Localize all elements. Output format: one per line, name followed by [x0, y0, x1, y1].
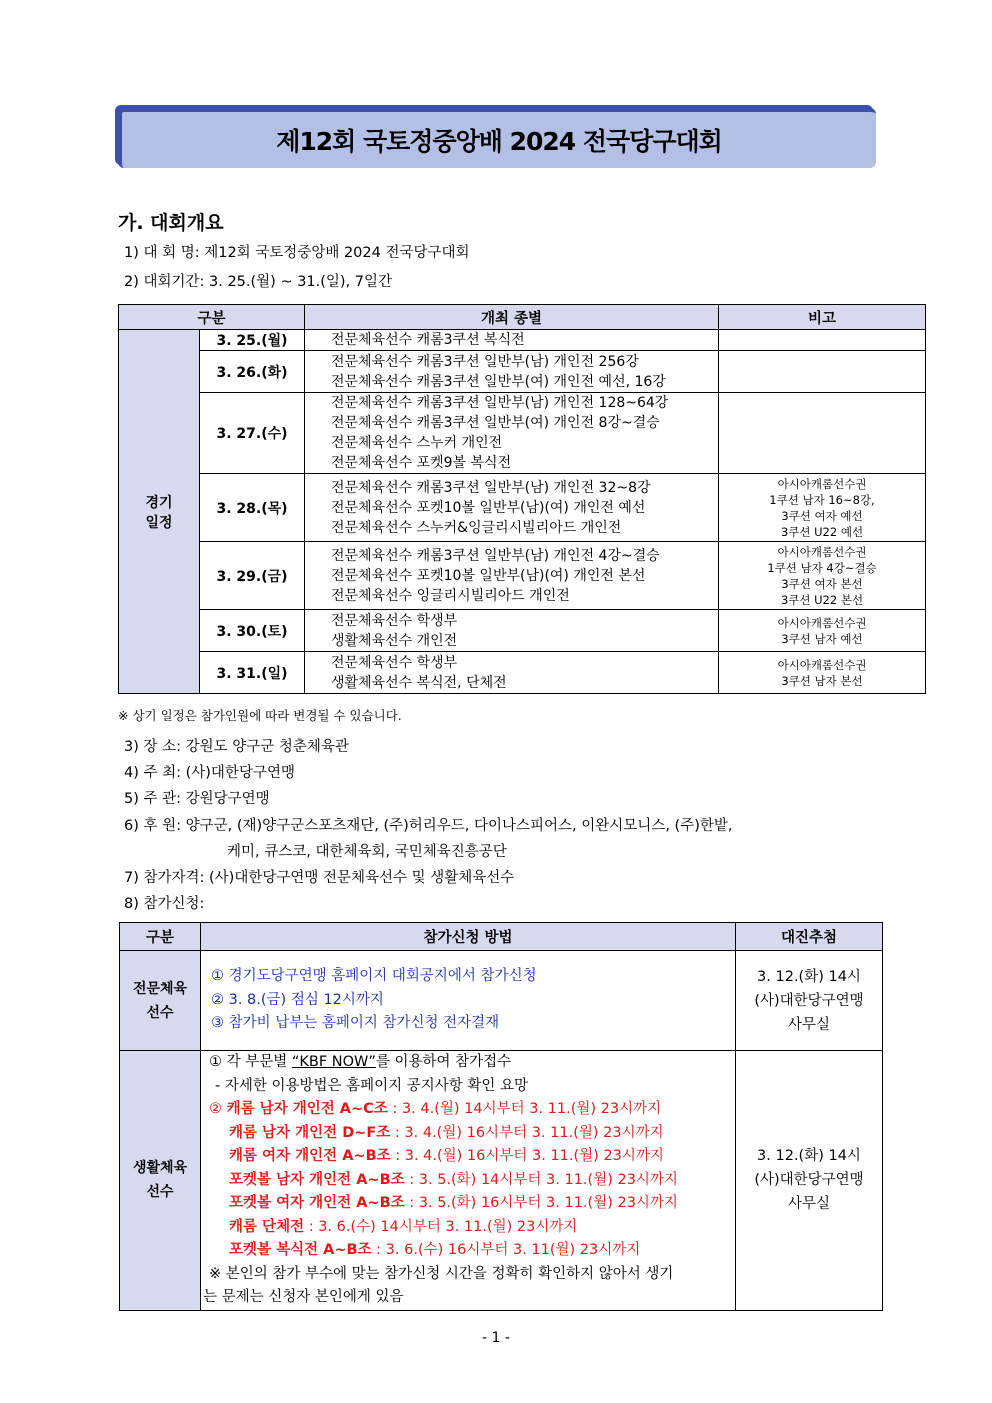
schedule-group-label	[119, 330, 200, 694]
schedule-remark	[719, 610, 926, 652]
item-time: : 3. 5.(화) 14시부터 3. 11.(월) 23시까지	[404, 1171, 678, 1188]
draw-line: (사)대한당구연맹	[754, 992, 864, 1009]
schedule-row	[119, 393, 926, 474]
schedule-item	[209, 1145, 735, 1169]
remark-line: 아시아캐롬선수권	[777, 544, 867, 559]
kbf-now-link[interactable]: “KBF NOW”	[291, 1054, 376, 1070]
reg-header-method: 참가신청 방법	[201, 923, 736, 951]
reg-amateur-method	[201, 1051, 736, 1311]
schedule-events	[305, 474, 719, 542]
event-line: 전문체육선수 학생부	[331, 612, 458, 629]
group-label-line: 경기	[145, 494, 173, 511]
remark-line: 아시아캐롬선수권	[777, 476, 867, 491]
draw-line: 사무실	[787, 1016, 831, 1033]
schedule-row	[119, 542, 926, 610]
schedule-events	[305, 652, 719, 694]
event-line: 전문체육선수 잉글리시빌리아드 개인전	[331, 587, 570, 604]
remark-line: 1쿠션 남자 4강~결승	[767, 560, 877, 575]
schedule-header-remark: 비고	[719, 305, 926, 330]
reg-amateur-label	[120, 1051, 201, 1311]
event-line: 전문체육선수 캐롬3쿠션 일반부(남) 개인전 128~64강	[331, 395, 669, 411]
detail-eligibility: 7) 참가자격: (사)대한당구연맹 전문체육선수 및 생활체육선수	[124, 870, 515, 886]
event-line: 전문체육선수 캐롬3쿠션 일반부(남) 개인전 4강~결승	[331, 547, 660, 564]
schedule-date: 3. 29.(금)	[200, 542, 305, 610]
schedule-row	[119, 652, 926, 694]
page-title: 제12회 국토정중앙배 2024 전국당구대회	[276, 127, 722, 156]
schedule-item	[209, 1192, 735, 1216]
schedule-date: 3. 25.(월)	[200, 330, 305, 351]
schedule-remark	[719, 351, 926, 393]
reg-pro-method	[201, 951, 736, 1051]
remark-line: 3쿠션 여자 본선	[781, 576, 863, 591]
remark-line: 3쿠션 남자 본선	[781, 673, 863, 688]
schedule-item	[209, 1169, 735, 1193]
amateur-note-2: 는 문제는 신청자 본인에게 있음	[203, 1289, 404, 1305]
schedule-table	[118, 304, 926, 694]
detail-venue: 3) 장 소: 강원도 양구군 청춘체육관	[124, 739, 349, 755]
remark-line: 3쿠션 U22 예선	[780, 524, 864, 539]
pro-method-line: ② 3. 8.(금) 점심 12시까지	[211, 991, 384, 1008]
remark-line: 3쿠션 여자 예선	[781, 508, 863, 523]
remark-line: 1쿠션 남자 16~8강,	[769, 492, 875, 507]
amateur-schedule-list	[209, 1098, 735, 1263]
event-line: 전문체육선수 캐롬3쿠션 일반부(남) 개인전 256강	[331, 353, 639, 370]
schedule-item	[209, 1216, 735, 1240]
section-heading: 가. 대회개요	[118, 212, 224, 234]
item-time: : 3. 4.(월) 14시부터 3. 11.(월) 23시까지	[387, 1101, 662, 1117]
detail-organizer: 5) 주 관: 강원당구연맹	[124, 791, 270, 807]
draw-line: (사)대한당구연맹	[754, 1172, 864, 1189]
item-number: ②	[209, 1101, 227, 1117]
draw-line: 3. 12.(화) 14시	[757, 968, 861, 985]
reg-pro-draw	[736, 951, 883, 1051]
schedule-date: 3. 31.(일)	[200, 652, 305, 694]
event-line: 전문체육선수 캐롬3쿠션 일반부(여) 개인전 8강~결승	[331, 415, 660, 431]
detail-sponsor: 6) 후 원: 양구군, (재)양구군스포츠재단, (주)허리우드, 다이나스피어스, 이완시모니스, (주)한밭,	[124, 818, 733, 834]
event-line: 전문체육선수 포켓9볼 복식전	[331, 455, 512, 471]
event-line: 전문체육선수 캐롬3쿠션 복식전	[331, 332, 525, 348]
schedule-remark	[719, 542, 926, 610]
item-name: 포켓볼 여자 개인전 A~B조	[229, 1195, 405, 1211]
item-time: : 3. 4.(월) 16시부터 3. 11.(월) 23시까지	[390, 1124, 664, 1141]
registration-header-row	[120, 923, 883, 951]
schedule-header-row	[119, 305, 926, 330]
event-line: 전문체육선수 캐롬3쿠션 일반부(남) 개인전 32~8강	[331, 479, 651, 496]
schedule-events	[305, 351, 719, 393]
reg-pro-label	[120, 951, 201, 1051]
draw-line: 사무실	[787, 1196, 831, 1213]
schedule-remark	[719, 652, 926, 694]
schedule-item	[209, 1239, 735, 1263]
remark-line: 아시아캐롬선수권	[777, 657, 867, 672]
label-line: 생활체육	[132, 1160, 188, 1177]
event-line: 전문체육선수 스누커 개인전	[331, 435, 503, 451]
event-line: 생활체육선수 개인전	[331, 632, 458, 649]
remark-line: 3쿠션 남자 예선	[781, 631, 863, 646]
amateur-line-2: - 자세한 이용방법은 홈페이지 공지사항 확인 요망	[215, 1077, 529, 1094]
reg-amateur-draw	[736, 1051, 883, 1311]
title-banner	[118, 108, 876, 168]
schedule-events	[305, 610, 719, 652]
item-time: : 3. 5.(화) 16시부터 3. 11.(월) 23시까지	[404, 1195, 678, 1211]
overview-name: 1) 대 회 명: 제12회 국토정중앙배 2024 전국당구대회	[124, 245, 470, 261]
reg-header-draw: 대진추첨	[736, 923, 883, 951]
reg-row-amateur	[120, 1051, 883, 1311]
detail-registration: 8) 참가신청:	[124, 896, 205, 912]
schedule-row	[119, 474, 926, 542]
schedule-remark	[719, 393, 926, 474]
schedule-date: 3. 27.(수)	[200, 393, 305, 474]
page-number: - 1 -	[482, 1330, 510, 1346]
amateur-line-1: ① 각 부문별 “KBF NOW”를 이용하여 참가접수	[209, 1054, 512, 1070]
label-line: 전문체육	[132, 980, 188, 997]
schedule-item	[209, 1098, 735, 1122]
event-line: 전문체육선수 캐롬3쿠션 일반부(여) 개인전 예선, 16강	[331, 373, 666, 390]
schedule-remark	[719, 474, 926, 542]
label-line: 선수	[146, 1184, 174, 1201]
reg-header-category: 구분	[120, 923, 201, 951]
item-time: : 3. 6.(수) 14시부터 3. 11.(월) 23시까지	[304, 1218, 578, 1235]
detail-host: 4) 주 최: (사)대한당구연맹	[124, 765, 295, 781]
item-name: 캐롬 여자 개인전 A~B조	[229, 1148, 391, 1164]
item-name: 캐롬 남자 개인전 A~C조	[226, 1101, 388, 1117]
pro-method-line: ③ 참가비 납부는 홈페이지 참가신청 전자결재	[211, 1015, 500, 1032]
schedule-date: 3. 26.(화)	[200, 351, 305, 393]
detail-sponsor-cont: 케미, 큐스코, 대한체육회, 국민체육진흥공단	[227, 844, 507, 860]
overview-period: 2) 대회기간: 3. 25.(월) ~ 31.(일), 7일간	[124, 274, 393, 290]
schedule-row	[119, 351, 926, 393]
schedule-date: 3. 30.(토)	[200, 610, 305, 652]
item-name: 캐롬 단체전	[229, 1218, 305, 1235]
schedule-body	[119, 330, 926, 694]
amateur-note-1: ※ 본인의 참가 부수에 맞는 참가신청 시간을 정확히 확인하지 않아서 생기	[209, 1265, 674, 1282]
schedule-remark	[719, 330, 926, 351]
item-time: : 3. 4.(월) 16시부터 3. 11.(월) 23시까지	[390, 1148, 664, 1164]
item-name: 포켓볼 복식전 A~B조	[229, 1242, 372, 1258]
registration-table	[119, 922, 883, 1311]
schedule-events	[305, 393, 719, 474]
remark-line: 아시아캐롬선수권	[777, 615, 867, 630]
schedule-row	[119, 330, 926, 351]
event-line: 전문체육선수 포켓10볼 일반부(남)(여) 개인전 예선	[331, 499, 646, 516]
draw-line: 3. 12.(화) 14시	[757, 1148, 861, 1165]
event-line: 전문체육선수 학생부	[331, 654, 458, 671]
schedule-date: 3. 28.(목)	[200, 474, 305, 542]
item-name: 포켓볼 남자 개인전 A~B조	[229, 1171, 405, 1188]
schedule-header-events: 개최 종별	[305, 305, 719, 330]
schedule-events	[305, 542, 719, 610]
schedule-note: ※ 상기 일정은 참가인원에 따라 변경될 수 있습니다.	[118, 708, 402, 723]
label-line: 선수	[146, 1004, 174, 1021]
item-name: 캐롬 남자 개인전 D~F조	[229, 1124, 391, 1141]
event-line: 전문체육선수 스누커&잉글리시빌리아드 개인전	[331, 519, 622, 536]
remark-line: 3쿠션 U22 본선	[780, 592, 864, 607]
pro-method-line: ① 경기도당구연맹 홈페이지 대회공지에서 참가신청	[211, 968, 537, 985]
schedule-events	[305, 330, 719, 351]
item-time: : 3. 6.(수) 16시부터 3. 11(월) 23시까지	[371, 1242, 641, 1258]
event-line: 전문체육선수 포켓10볼 일반부(남)(여) 개인전 본선	[331, 567, 646, 584]
schedule-header-category: 구분	[119, 305, 305, 330]
schedule-row	[119, 610, 926, 652]
event-line: 생활체육선수 복식전, 단체전	[331, 674, 507, 691]
reg-row-pro	[120, 951, 883, 1051]
schedule-item	[209, 1122, 735, 1146]
group-label-line: 일정	[145, 514, 173, 531]
